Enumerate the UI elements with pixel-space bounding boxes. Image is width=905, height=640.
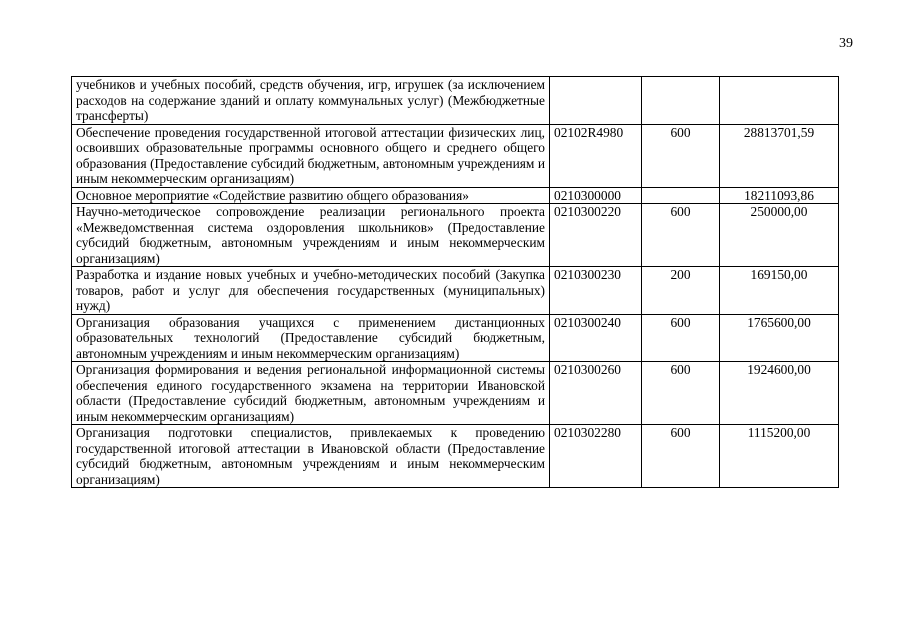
target-code: 0210300000 [550, 187, 642, 204]
target-code: 0210300260 [550, 362, 642, 425]
expense-type: 600 [642, 314, 720, 362]
expense-type [642, 77, 720, 125]
amount [720, 77, 839, 125]
table-row [72, 187, 839, 204]
expense-name: Разработка и издание новых учебных и учебно-методических пособий (Закупка товаров, работ и услуг для обеспечения государственных (муниципальных) нужд) [72, 267, 550, 315]
target-code: 02102R4980 [550, 124, 642, 187]
table-row [72, 425, 839, 488]
page-number: 39 [839, 36, 853, 51]
expense-name: Обеспечение проведения государственной итоговой аттестации физических лиц, освоивших образовательные программы основного общего и среднего общего образования (Предоставление субсидий бюджетным, автономным учреждениям и иным некоммерческим организациям) [72, 124, 550, 187]
amount: 250000,00 [720, 204, 839, 267]
expense-name: Организация образования учащихся с применением дистанционных образовательных технологий (Предоставление субсидий бюджетным, автономным учреждениям и иным некоммерческим организациям) [72, 314, 550, 362]
target-code: 0210300240 [550, 314, 642, 362]
expense-type: 200 [642, 267, 720, 315]
expense-name: Основное мероприятие «Содействие развитию общего образования» [72, 187, 550, 204]
target-code: 0210300230 [550, 267, 642, 315]
budget-table [71, 76, 839, 488]
table-row [72, 362, 839, 425]
expense-type: 600 [642, 204, 720, 267]
table-row [72, 124, 839, 187]
expense-name: Организация подготовки специалистов, привлекаемых к проведению государственной итоговой аттестации в Ивановской области (Предоставление субсидий бюджетным, автономным учреждениям и иным некоммерческим организациям) [72, 425, 550, 488]
amount: 1924600,00 [720, 362, 839, 425]
table-row [72, 314, 839, 362]
table-row [72, 77, 839, 125]
expense-type: 600 [642, 362, 720, 425]
table-row [72, 267, 839, 315]
expense-name: Научно-методическое сопровождение реализации регионального проекта «Межведомственная система оздоровления школьников» (Предоставление субсидий бюджетным, автономным учреждениям и иным некоммерческим организациям) [72, 204, 550, 267]
expense-name: Организация формирования и ведения региональной информационной системы обеспечения единого государственного экзамена на территории Ивановской области (Предоставление субсидий бюджетным, автономным учреждениям и иным некоммерческим организациям) [72, 362, 550, 425]
amount: 1115200,00 [720, 425, 839, 488]
amount: 169150,00 [720, 267, 839, 315]
target-code: 0210302280 [550, 425, 642, 488]
table-row [72, 204, 839, 267]
expense-type: 600 [642, 425, 720, 488]
expense-type [642, 187, 720, 204]
amount: 28813701,59 [720, 124, 839, 187]
target-code: 0210300220 [550, 204, 642, 267]
expense-name: учебников и учебных пособий, средств обучения, игр, игрушек (за исключением расходов на содержание зданий и оплату коммунальных услуг) (Межбюджетные трансферты) [72, 77, 550, 125]
amount: 1765600,00 [720, 314, 839, 362]
amount: 18211093,86 [720, 187, 839, 204]
target-code [550, 77, 642, 125]
expense-type: 600 [642, 124, 720, 187]
